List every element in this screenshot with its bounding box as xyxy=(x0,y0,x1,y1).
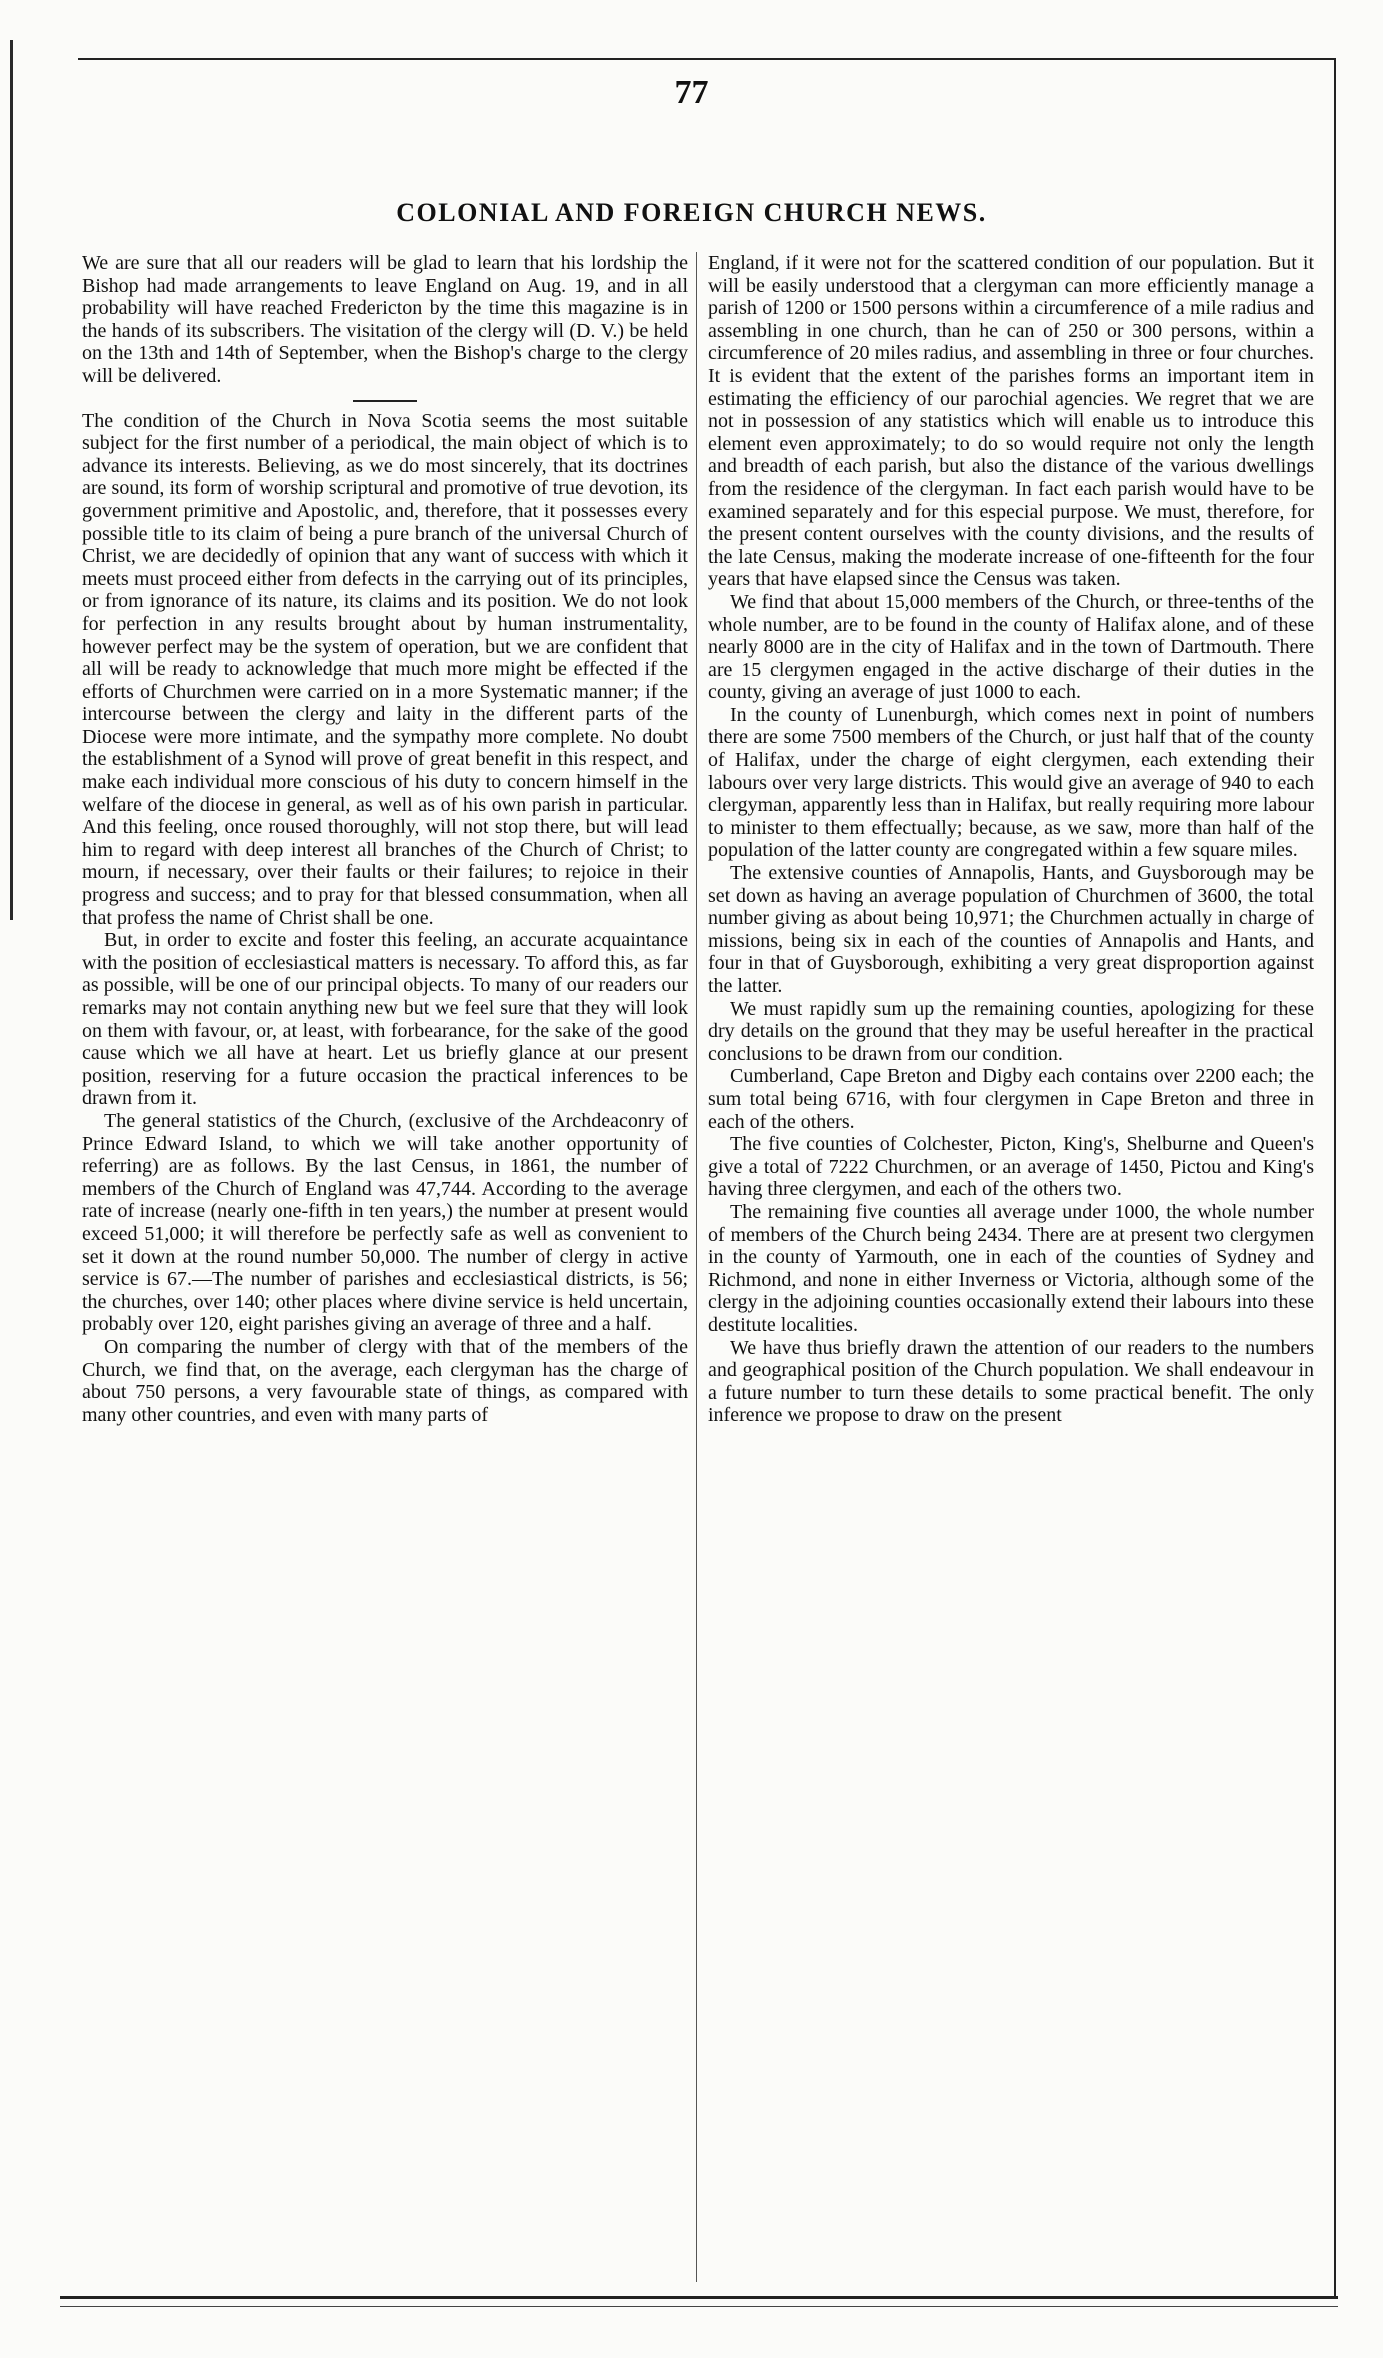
right-column xyxy=(708,252,1314,2282)
paragraph-bishop-announcement: We are sure that all our readers will be glad to learn that his lordship the Bishop had made arrangements to leave England on Aug. 19, and in all probability will have reached Fredericton by the time this magazine is in the hands of its subscribers. The visitation of the clergy will (D. V.) be held on the 13th and 14th of September, when the Bishop's charge to the clergy will be delivered. xyxy=(82,252,688,387)
paragraph-scattered-population: England, if it were not for the scattered condition of our population. But it will be easily understood that a clergyman can more efficiently manage a parish of 1200 or 1500 persons within a circumference of a mile radius and assembling in one church, than he can of 250 or 300 persons, within a circumference of 20 miles radius, and assembling in three or four churches. It is evident that the extent of the parishes forms an important item in estimating the efficiency of our parochial agencies. We regret that we are not in possession of any statistics which will enable us to introduce this element even approximately; to do so would require not only the length and breadth of each parish, but also the distance of the various dwellings from the residence of the clergyman. In fact each parish would have to be examined separately and for this especial purpose. We must, therefore, for the present content ourselves with the county divisions, and the results of the late Census, making the moderate increase of one-fifteenth for the four years that have elapsed since the Census was taken. xyxy=(708,252,1314,591)
paragraph-church-condition: The condition of the Church in Nova Scotia seems the most suitable subject for the first number of a periodical, the main object of which is to advance its interests. Believing, as we do most sincerely, that its doctrines are sound, its form of worship scriptural and promotive of true devotion, its government primitive and Apostolic, and, therefore, that it possesses every possible title to its claim of being a pure branch of the universal Church of Christ, we are decidedly of opinion that any want of success with which it meets must proceed either from defects in the carrying out of its principles, or from ignorance of its nature, its claims and its position. We do not look for perfection in any results brought about by human instrumentality, however perfect may be the system of operation, but we are confident that all will be ready to acknowledge that much more might be effected if the efforts of Churchmen were carried on in a more Systematic manner; if the intercourse between the clergy and laity in the different parts of the Diocese were more intimate, and the sympathy more complete. No doubt the establishment of a Synod will prove of great benefit in this respect, and make each individual more conscious of his duty to concern himself in the welfare of the diocese in general, as well as of his own parish in particular. And this feeling, once roused thoroughly, will not stop there, but will lead him to regard with deep interest all branches of the Church of Christ; to mourn, if necessary, over their faults or their failures; to rejoice in their progress and success; and to pray for that blessed consummation, when all that profess the name of Christ shall be one. xyxy=(82,409,688,929)
paragraph-cumberland: Cumberland, Cape Breton and Digby each contains over 2200 each; the sum total being 6716, with four clergymen in Cape Breton and three in each of the others. xyxy=(708,1065,1314,1133)
paragraph-halifax: We find that about 15,000 members of the Church, or three-tenths of the whole number, are to be found in the county of Halifax alone, and of these nearly 8000 are in the city of Halifax and in the town of Dartmouth. There are 15 clergymen engaged in the active discharge of their duties in the county, giving an average of just 1000 to each. xyxy=(708,590,1314,704)
paragraph-remaining-five: The remaining five counties all average under 1000, the whole number of members of the Church being 2434. There are at present two clergymen in the county of Yarmouth, one in each of the counties of Sydney and Richmond, and none in either Inverness or Victoria, although some of the clergy in the adjoining counties occasionally extend their labours into these destitute localities. xyxy=(708,1200,1314,1336)
page-number: 77 xyxy=(674,74,709,111)
left-margin-rule xyxy=(10,40,13,920)
top-border-rule xyxy=(78,58,1336,60)
paragraph-acquaintance: But, in order to excite and foster this feeling, an accurate acquaintance with the position of ecclesiastical matters is necessary. To afford this, as far as possible, will be one of our principal objects. To many of our readers our remarks may not contain anything new but we feel sure that they will look on them with favour, or, at least, with forbearance, for the sake of the good cause which we all have at heart. Let us briefly glance at our present position, reserving for a future occasion the practical inferences to be drawn from it. xyxy=(82,929,688,1110)
paragraph-general-statistics: The general statistics of the Church, (exclusive of the Archdeaconry of Prince Edward Island, to which we will take another opportunity of referring) are as follows. By the last Census, in 1861, the number of members of the Church of England was 47,744. According to the average rate of increase (nearly one-fifth in ten years,) the number at present would exceed 51,000; it will therefore be perfectly safe as well as convenient to set it down at the round number 50,000. The number of clergy in active service is 67.—The number of parishes and ecclesiastical districts, is 56; the churches, over 140; other places where divine service is held uncertain, probably over 120, eight parishes giving an average of three and a half. xyxy=(82,1109,688,1336)
paragraph-clergy-comparison: On comparing the number of clergy with that of the members of the Church, we find that, on the average, each clergyman has the charge of about 750 persons, a very favourable state of things, as compared with many other countries, and even with many parts of xyxy=(82,1335,688,1426)
paragraph-remaining-counties: We must rapidly sum up the remaining counties, apologizing for these dry details on the ground that they may be useful hereafter in the practical conclusions to be drawn from our condition. xyxy=(708,997,1314,1065)
paragraph-annapolis-hants-guysborough: The extensive counties of Annapolis, Hants, and Guysborough may be set down as having an average population of Churchmen of 3600, the total number giving as about being 10,971; the Churchmen actually in charge of missions, being six in each of the counties of Annapolis and Hants, and four in that of Guysborough, exhibiting a very great disproportion against the latter. xyxy=(708,862,1314,997)
right-border-rule xyxy=(1334,58,1336,2298)
article-heading: COLONIAL AND FOREIGN CHURCH NEWS. xyxy=(396,198,987,227)
paragraph-conclusion: We have thus briefly drawn the attention of our readers to the numbers and geographical position of the Church population. We shall endeavour in a future number to turn these details to some practical benefit. The only inference we propose to draw on the present xyxy=(708,1336,1314,1427)
bottom-border-rule xyxy=(60,2296,1338,2299)
bottom-border-thin-rule xyxy=(60,2306,1338,2307)
section-divider xyxy=(353,400,417,402)
column-divider xyxy=(696,252,697,2282)
left-column xyxy=(82,252,688,2282)
paragraph-lunenburgh: In the county of Lunenburgh, which comes next in point of numbers there are some 7500 members of the Church, or just half that of the county of Halifax, under the charge of eight clergymen, each extending their labours over very large districts. This would give an average of 940 to each clergyman, apparently less than in Halifax, but really requiring more labour to minister to them effectually; because, as we saw, more than half of the population of the latter county are congregated within a few square miles. xyxy=(708,703,1314,862)
paragraph-five-counties: The five counties of Colchester, Picton, King's, Shelburne and Queen's give a total of 7222 Churchmen, or an average of 1450, Pictou and King's having three clergymen, and each of the others two. xyxy=(708,1133,1314,1201)
